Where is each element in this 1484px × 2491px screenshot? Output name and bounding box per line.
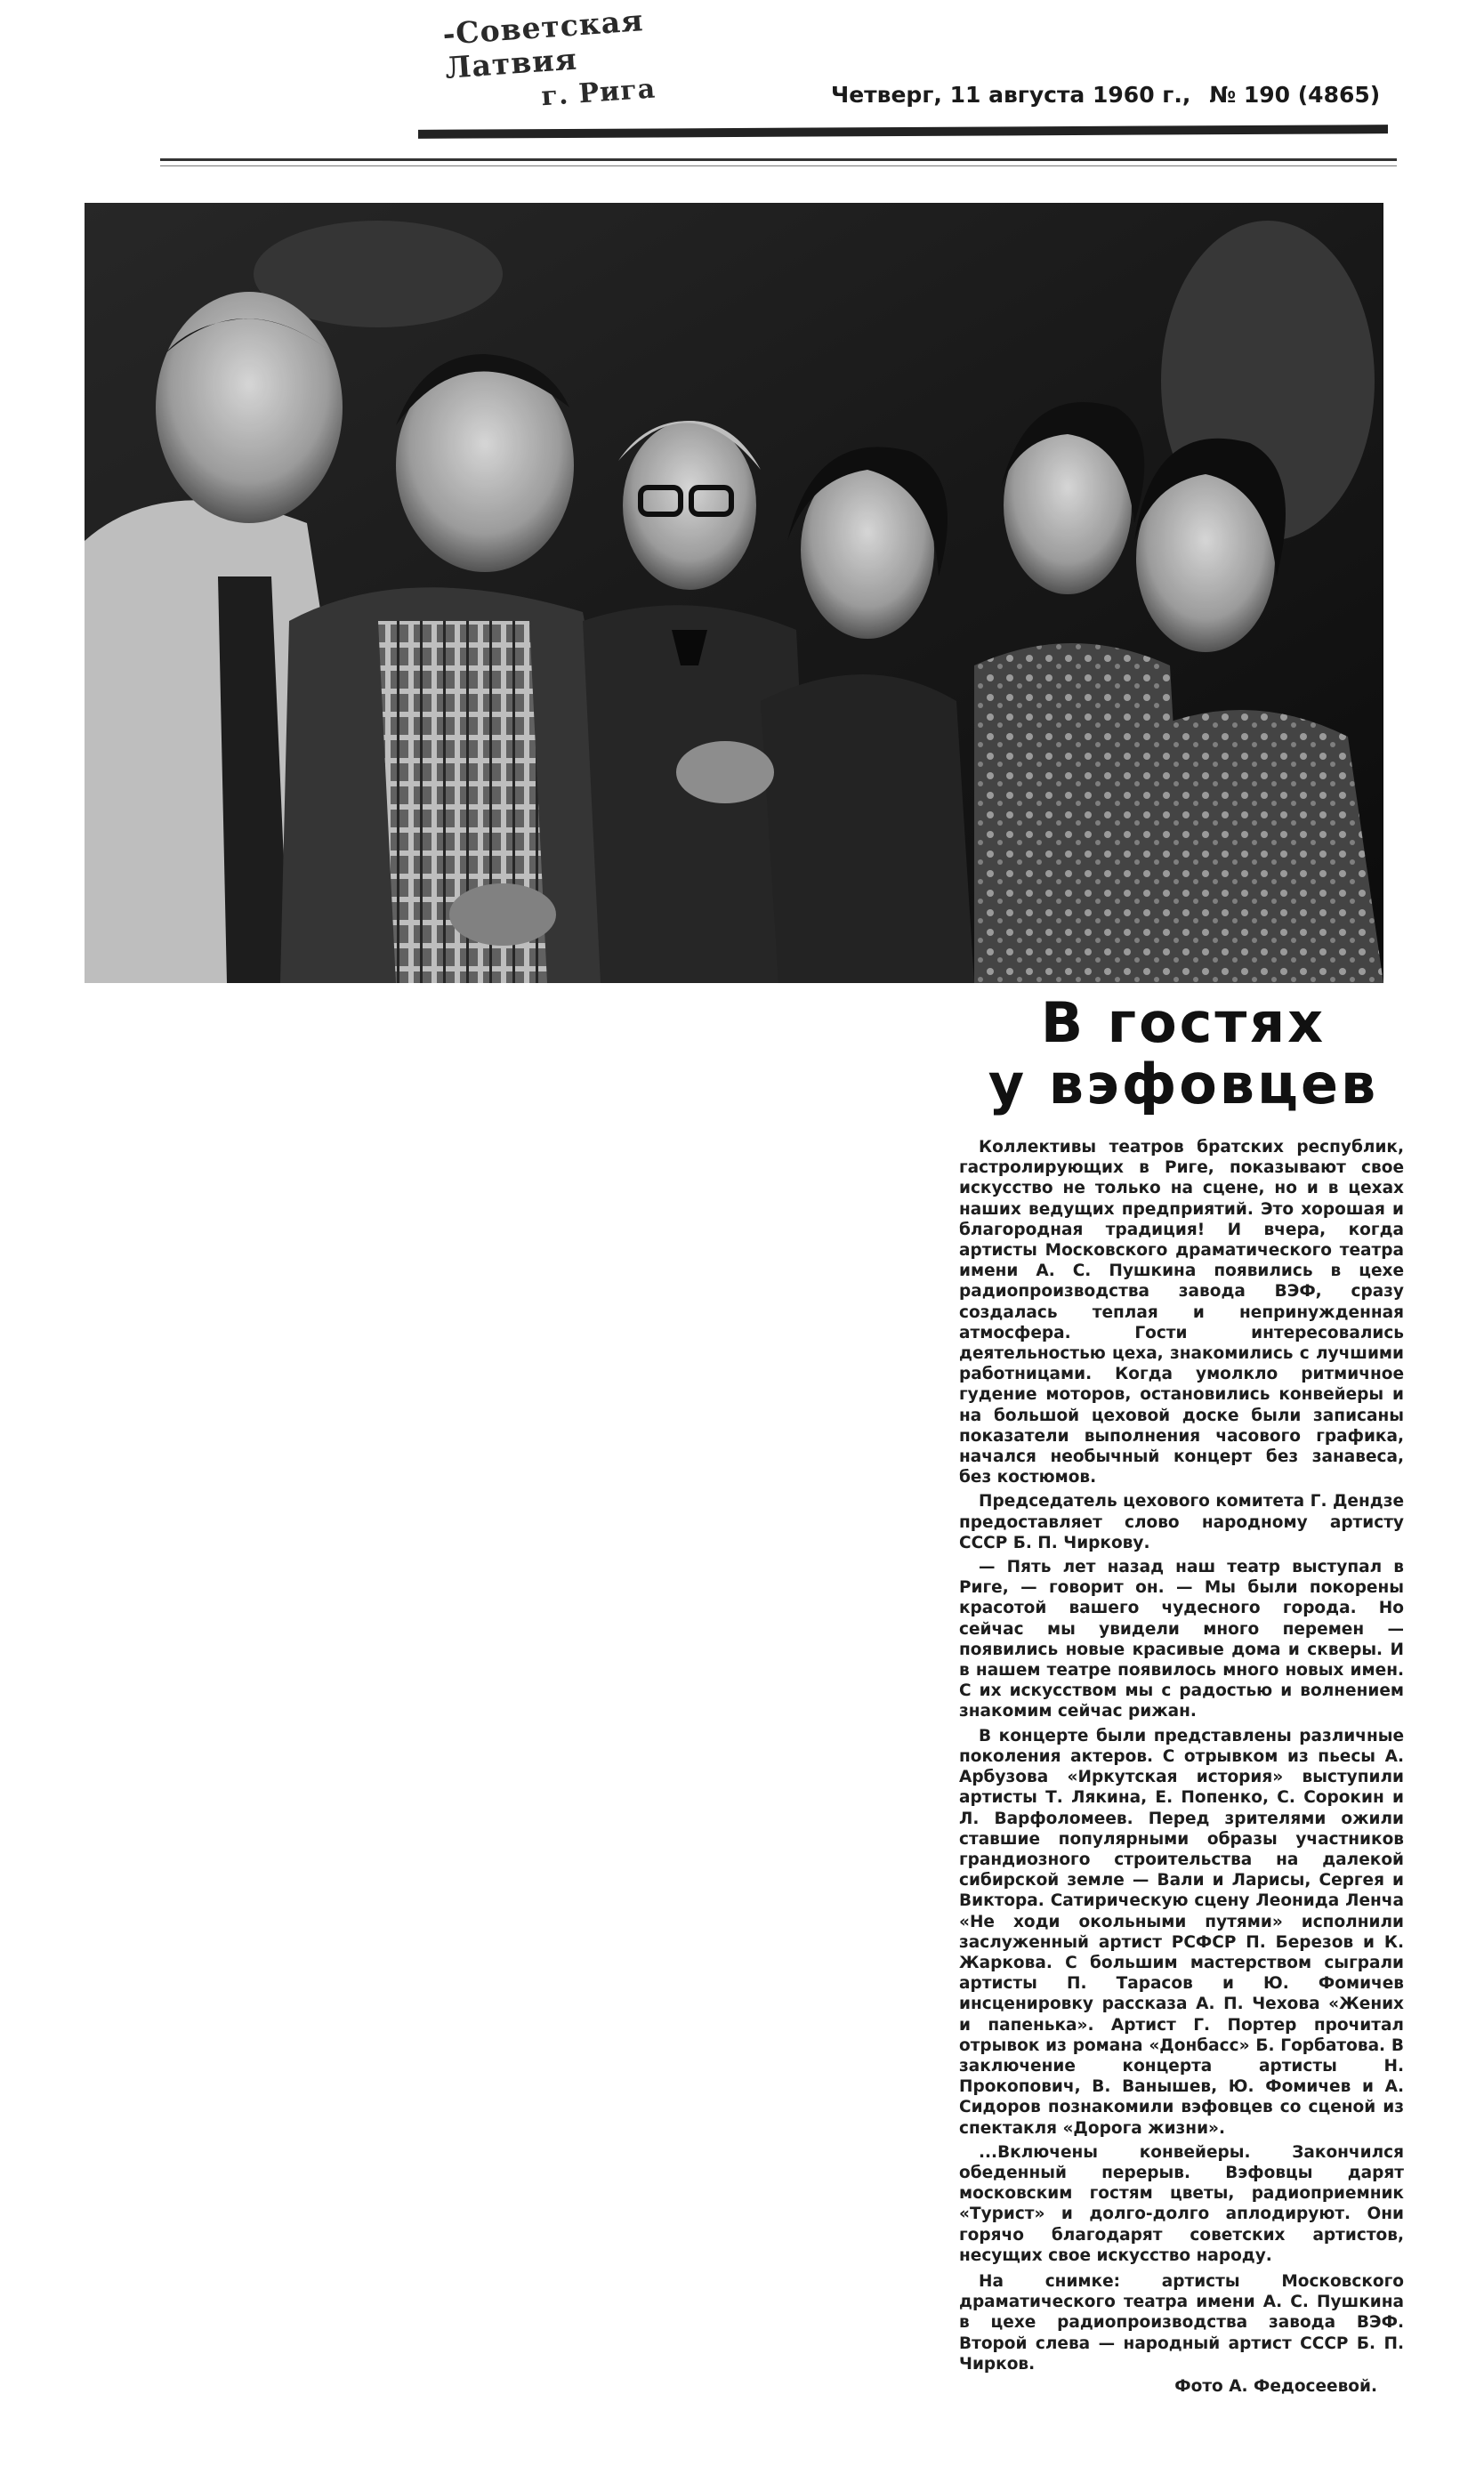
caption-label: На снимке: bbox=[979, 2271, 1121, 2291]
stamp-underline bbox=[418, 125, 1388, 139]
photo-caption bbox=[959, 2271, 1404, 2374]
news-photo bbox=[85, 203, 1383, 983]
photo-credit: Фото А. Федосеевой. bbox=[1174, 2376, 1377, 2396]
header-rule bbox=[160, 158, 1397, 161]
issue-number: № 190 (4865) bbox=[1209, 82, 1381, 108]
issue-date: Четверг, 11 августа 1960 г., bbox=[831, 82, 1191, 108]
stamp-city: г. Рига bbox=[540, 73, 657, 113]
caption-text: артисты Московского драматического театра имени А. С. Пушкина в цехе радиопроизводства завода ВЭФ. Второй слева — народный артист СССР Б. П. Чирков. bbox=[959, 2271, 1404, 2374]
headline-line-2: у вэфовцев bbox=[988, 1052, 1379, 1117]
stamp-newspaper-name: -Советская Латвия bbox=[441, 3, 645, 85]
newspaper-stamp bbox=[441, 0, 750, 119]
article-paragraph: ...Включены конвейеры. Закончился обеденный перерыв. Вэфовцы дарят московским гостям цветы, радиоприемник «Турист» и долго-долго аплодируют. Они горячо благодарят советских артистов, несущих свое искусство народу. bbox=[959, 2142, 1404, 2265]
article-paragraph: Коллективы театров братских республик, гастролирующих в Риге, показывают свое искусство не только на сцене, но и в цехах наших ведущих предприятий. Это хорошая и благородная традиция! И вчера, когда артисты Московского драматического театра имени А. С. Пушкина появились в цехе радиопроизводства завода ВЭФ, сразу создалась теплая и непринужденная атмосфера. Гости интересовались деятельностью цеха, знакомились с лучшими работницами. Когда умолкло ритмичное гудение моторов, остановились конвейеры и на большой цеховой доске были записаны показатели выполнения часового графика, начался необычный концерт без занавеса, без костюмов. bbox=[959, 1138, 1404, 1487]
header-rule-secondary bbox=[160, 165, 1397, 166]
article-paragraph: — Пять лет назад наш театр выступал в Риге, — говорит он. — Мы были покорены красотой вашего чудесного города. Но сейчас мы увидели много перемен — появились новые красивые дома и скверы. И в нашем театре появилось много новых имен. С их искусством мы с радостью и волнением знакомим сейчас рижан. bbox=[959, 1558, 1404, 1721]
headline-line-1: В гостях bbox=[1040, 990, 1327, 1055]
article-body bbox=[959, 1137, 1404, 2397]
dateline bbox=[831, 82, 1391, 108]
article-paragraph: Председатель цехового комитета Г. Дендзе предоставляет слово народному артисту СССР Б. П. Чиркову. bbox=[959, 1492, 1404, 1552]
article-headline bbox=[961, 992, 1406, 1116]
photo-illustration bbox=[85, 203, 1383, 983]
article-paragraph: В концерте были представлены различные поколения актеров. С отрывком из пьесы А. Арбузова «Иркутская история» выступили артисты Т. Лякина, Е. Попенко, С. Сорокин и Л. Варфоломеев. Перед зрителями ожили ставшие популярными образы участников грандиозного строительства на далекой сибирской земле — Вали и Ларисы, Сергея и Виктора. Сатирическую сцену Леонида Ленча «Не ходи окольными путями» исполнили заслуженный артист РСФСР П. Березов и К. Жаркова. С большим мастерством сыграли артисты П. Тарасов и Ю. Фомичев инсценировку рассказа А. П. Чехова «Жених и папенька». Артист Г. Портер прочитал отрывок из романа «Донбасс» Б. Горбатова. В заключение концерта артисты Н. Прокопович, В. Ванышев, Ю. Фомичев и А. Сидоров познакомили вэфовцев со сценой из спектакля «Дорога жизни». bbox=[959, 1726, 1404, 2138]
